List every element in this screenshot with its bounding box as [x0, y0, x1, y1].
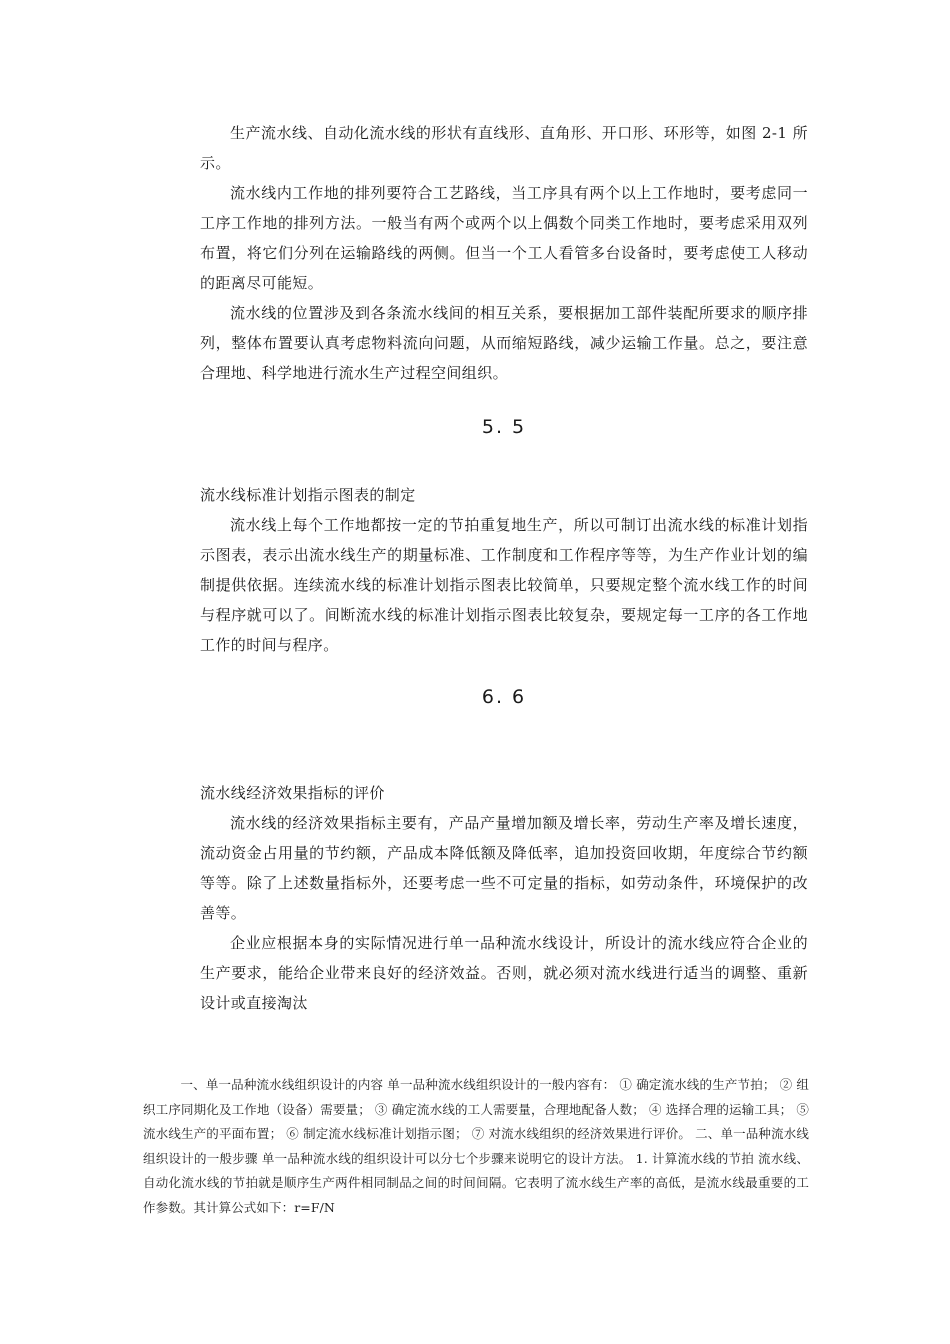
paragraph-workstation-arrangement: 流水线内工作地的排列要符合工艺路线，当工序具有两个以上工作地时，要考虑同一工序工作地的排列方法。一般当有两个或两个以上偶数个同类工作地时，要考虑采用双列布置，将它们分列在运输路线的两侧。但当一个工人看管多台设备时，要考虑使工人移动的距离尽可能短。 [200, 184, 808, 292]
paragraph-line-position: 流水线的位置涉及到各条流水线间的相互关系，要根据加工部件装配所要求的顺序排列，整体布置要认真考虑物料流向问题，从而缩短路线，减少运输工作量。总之，要注意合理地、科学地进行流水生产过程空间组织。 [200, 304, 808, 382]
paragraph-standard-plan: 流水线上每个工作地都按一定的节拍重复地生产，所以可制订出流水线的标准计划指示图表，表示出流水线生产的期量标准、工作制度和工作程序等等，为生产作业计划的编制提供依据。连续流水线的标准计划指示图表比较简单，只要规定整个流水线工作的时间与程序就可以了。间断流水线的标准计划指示图表比较复杂，要规定每一工序的各工作地工作的时间与程序。 [200, 516, 808, 654]
section-number-5-5: 5. 5 [481, 416, 527, 438]
footer-summary-text: 一、单一品种流水线组织设计的内容 单一品种流水线组织设计的一般内容有： ① 确定流水线的生产节拍； ② 组织工序同期化及工作地（设备）需要量； ③ 确定流水线的工人需要量，合理地配备人数； ④ 选择合理的运输工具； ⑤ 流水线生产的平面布置； ⑥ 制定流水线标准计划指示图； ⑦ 对流水线组织的经济效果进行评价。 二、单一品种流水线组织设计的一般步骤 单一品种流水线的组织设计可以分七个步骤来说明它的设计方法。 1. 计算流水线的节拍 流水线、自动化流水线的节拍就是顺序生产两件相同制品之间的时间间隔。它表明了流水线生产率的高低，是流水线最重要的工作参数。其计算公式如下：r=F/N [143, 1077, 809, 1215]
section-heading-economic-evaluation: 流水线经济效果指标的评价 [200, 784, 385, 802]
section-number-6-6: 6. 6 [481, 686, 527, 708]
paragraph-enterprise-design: 企业应根据本身的实际情况进行单一品种流水线设计，所设计的流水线应符合企业的生产要求，能给企业带来良好的经济效益。否则，就必须对流水线进行适当的调整、重新设计或直接淘汰 [200, 934, 808, 1012]
paragraph-shape-types: 生产流水线、自动化流水线的形状有直线形、直角形、开口形、环形等，如图 2-1 所示。 [200, 124, 808, 172]
section-heading-standard-plan: 流水线标准计划指示图表的制定 [200, 486, 416, 504]
paragraph-economic-indicators: 流水线的经济效果指标主要有，产品产量增加额及增长率，劳动生产率及增长速度，流动资金占用量的节约额，产品成本降低额及降低率，追加投资回收期，年度综合节约额等等。除了上述数量指标外，还要考虑一些不可定量的指标，如劳动条件，环境保护的改善等。 [200, 814, 808, 922]
main-text-column [200, 118, 808, 1018]
